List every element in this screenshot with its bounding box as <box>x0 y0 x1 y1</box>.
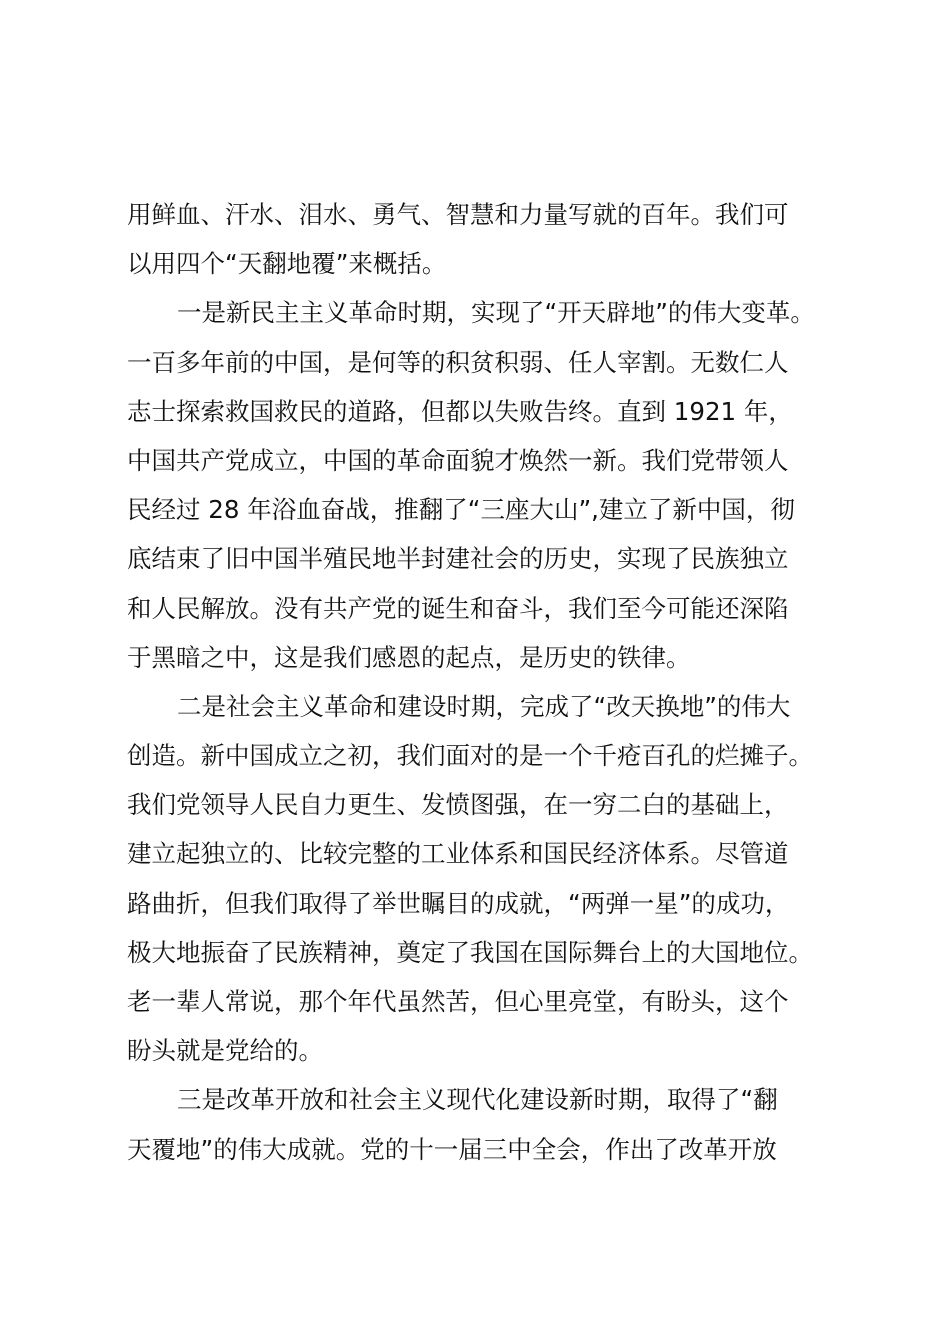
text-line: 底结束了旧中国半殖民地半封建社会的历史，实现了民族独立 <box>127 544 789 574</box>
text-line: 路曲折，但我们取得了举世瞩目的成就，“两弹一星”的成功， <box>127 888 790 918</box>
text-line: 和人民解放。没有共产党的诞生和奋斗，我们至今可能还深陷 <box>127 593 789 623</box>
text-line: 以用四个“天翻地覆”来概括。 <box>127 249 447 279</box>
text-line: 一百多年前的中国，是何等的积贫积弱、任人宰割。无数仁人 <box>127 347 789 377</box>
text-line: 中国共产党成立，中国的革命面貌才焕然一新。我们党带领人 <box>127 445 789 475</box>
text-line: 极大地振奋了民族精神，奠定了我国在国际舞台上的大国地位。 <box>127 937 813 967</box>
text-line: 志士探索救国救民的道路，但都以失败告终。直到 1921 年， <box>127 396 793 426</box>
text-line: 建立起独立的、比较完整的工业体系和国民经济体系。尽管道 <box>127 839 789 869</box>
text-line: 民经过 28 年浴血奋战，推翻了“三座大山”,建立了新中国，彻 <box>127 495 795 525</box>
text-line: 老一辈人常说，那个年代虽然苦，但心里亮堂，有盼头，这个 <box>127 987 789 1016</box>
text-line: 于黑暗之中，这是我们感恩的起点，是历史的铁律。 <box>127 642 691 672</box>
paragraph-first-line: 二是社会主义革命和建设时期，完成了“改天换地”的伟大 <box>177 691 791 721</box>
paragraph-first-line: 三是改革开放和社会主义现代化建设新时期，取得了“翻 <box>177 1085 778 1115</box>
text-line: 盼头就是党给的。 <box>127 1036 323 1066</box>
text-line: 天覆地”的伟大成就。党的十一届三中全会，作出了改革开放 <box>127 1134 777 1164</box>
text-line: 我们党领导人民自力更生、发愤图强，在一穷二白的基础上， <box>127 790 789 820</box>
text-line: 用鲜血、汗水、泪水、勇气、智慧和力量写就的百年。我们可 <box>127 200 789 229</box>
document-body <box>127 190 837 1174</box>
text-line: 创造。新中国成立之初，我们面对的是一个千疮百孔的烂摊子。 <box>127 741 813 771</box>
paragraph-first-line: 一是新民主主义革命时期，实现了“开天辟地”的伟大变革。 <box>177 298 815 328</box>
